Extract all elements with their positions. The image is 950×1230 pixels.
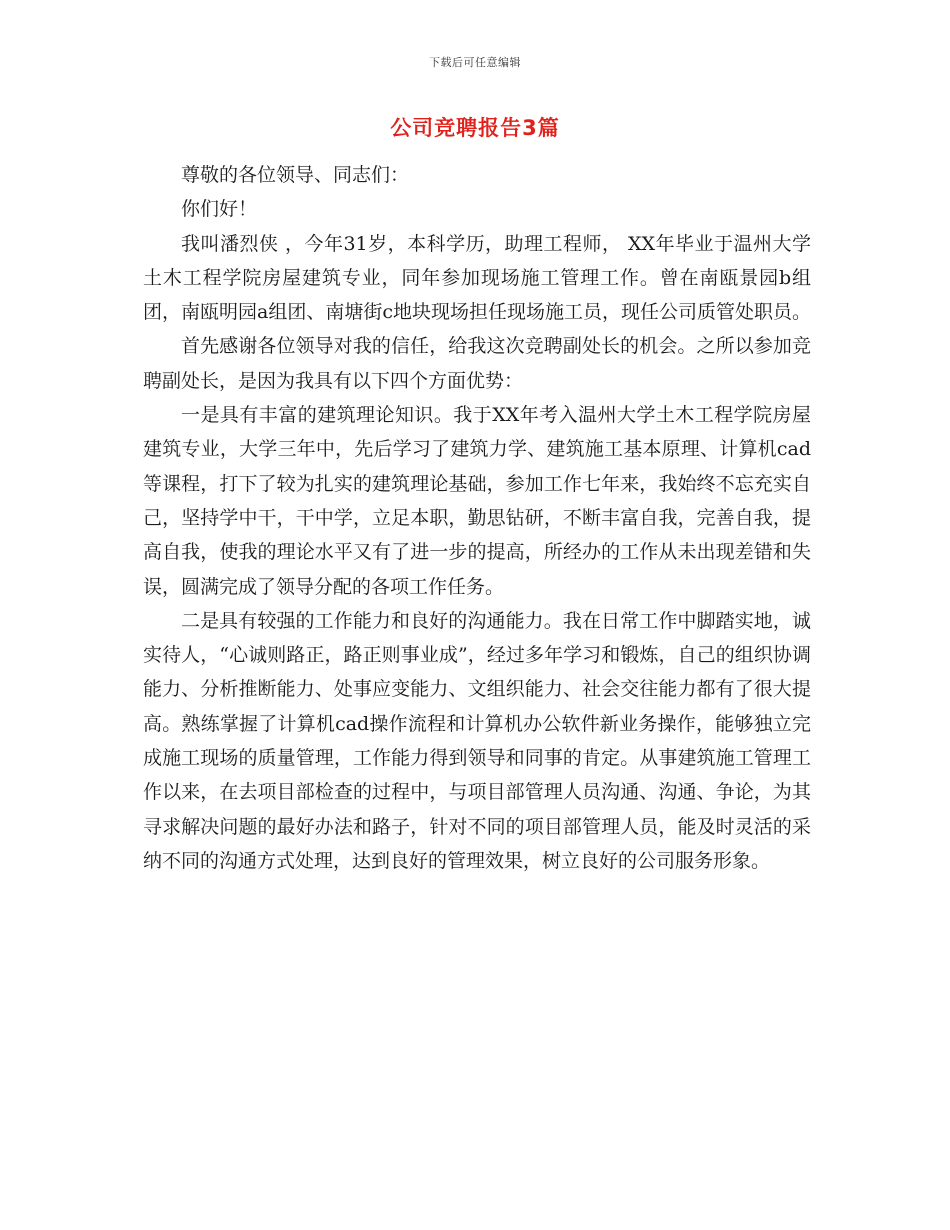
paragraph-thanks: 首先感谢各位领导对我的信任，给我这次竞聘副处长的机会。之所以参加竞聘副处长，是因为我具有以下四个方面优势： xyxy=(143,335,811,392)
page-header-note: 下载后可任意编辑 xyxy=(429,56,521,69)
paragraph-self-introduction: 我叫潘烈侠 ，今年31岁，本科学历，助理工程师， XX年毕业于温州大学土木工程学院房屋建筑专业，同年参加现场施工管理工作。曾在南瓯景园b组团，南瓯明园a组团、南塘街c地块现场担任现场施工员，现任公司质管处职员。 xyxy=(143,232,811,324)
paragraph-advantage-one: 一是具有丰富的建筑理论知识。我于XX年考入温州大学土木工程学院房屋建筑专业，大学三年中，先后学习了建筑力学、建筑施工基本原理、计算机cad等课程，打下了较为扎实的建筑理论基础，参加工作七年来，我始终不忘充实自己，坚持学中干，干中学，立足本职，勤思钻研，不断丰富自我，完善自我，提高自我，使我的理论水平又有了进一步的提高，所经办的工作从未出现差错和失误，圆满完成了领导分配的各项工作任务。 xyxy=(143,404,811,598)
greeting: 你们好！ xyxy=(181,198,258,221)
document-title: 公司竞聘报告3篇 xyxy=(390,116,560,140)
salutation: 尊敬的各位领导、同志们： xyxy=(181,164,410,186)
paragraph-advantage-two: 二是具有较强的工作能力和良好的沟通能力。我在日常工作中脚踏实地，诚实待人，“心诚则路正，路正则事业成”，经过多年学习和锻炼，自己的组织协调能力、分析推断能力、处事应变能力、文组织能力、社会交往能力都有了很大提高。熟练掌握了计算机cad操作流程和计算机办公软件新业务操作，能够独立完成施工现场的质量管理，工作能力得到领导和同事的肯定。从事建筑施工管理工作以来，在去项目部检查的过程中，与项目部管理人员沟通、沟通、争论，为其寻求解决问题的最好办法和路子，针对不同的项目部管理人员，能及时灵活的采纳不同的沟通方式处理，达到良好的管理效果，树立良好的公司服务形象。 xyxy=(143,609,811,872)
document-body xyxy=(143,158,811,878)
